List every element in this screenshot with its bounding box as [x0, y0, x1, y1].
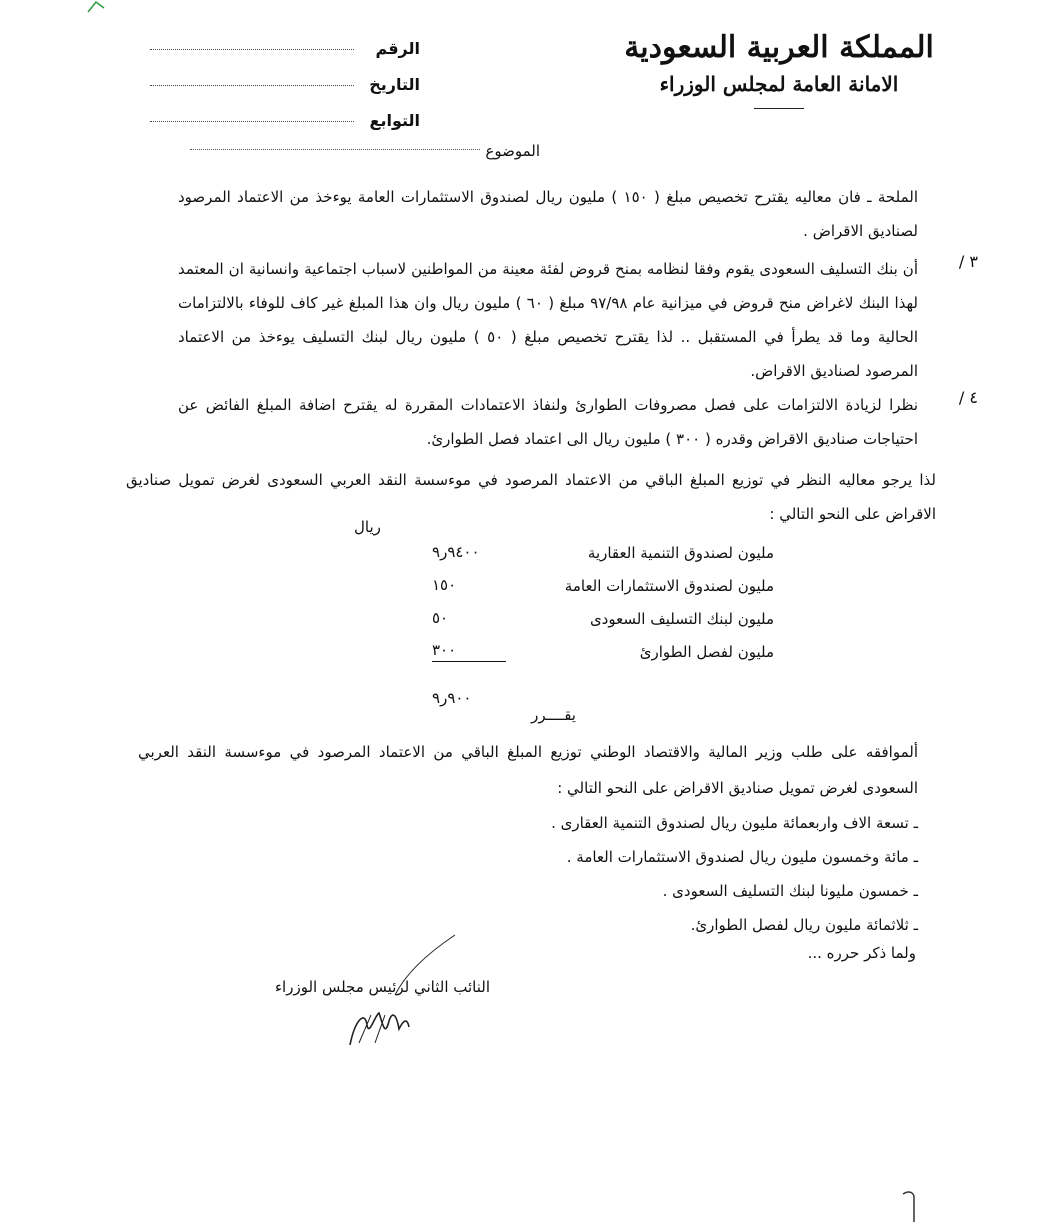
paragraph-text: نظرا لزيادة الالتزامات على فصل مصروفات الطوارئ ولنفاذ الاعتمادات المقررة له يقترح اضافة المبلغ الفائض عن احتياجات صناديق الاقراض وقدره ( ٣٠٠ ) مليون ريال الى اعتماد فصل الطوارئ.: [178, 396, 918, 448]
allocation-row: [354, 635, 774, 668]
corner-check-mark: [86, 0, 106, 14]
subject-field: [190, 142, 540, 160]
decision-items: [298, 806, 918, 942]
field-attachments-line: [150, 121, 354, 122]
paragraph: [178, 252, 978, 388]
closing-line: ولما ذكر حرره ...: [807, 944, 916, 962]
paragraph: [178, 388, 978, 456]
paragraph-number: ٤ /: [958, 388, 978, 407]
document-body: [178, 180, 978, 456]
field-number-label: الرقم: [375, 39, 420, 58]
paragraph-number: ٣ /: [958, 252, 978, 271]
decision-text: ألموافقه على طلب وزير المالية والاقتصاد الوطني توزيع المبلغ الباقي من الاعتماد المرصود في موءسسة النقد العربي السعودى لغرض تمويل صناديق الاقراض على النحو التالي :: [138, 743, 918, 797]
allocation-amount: ١٥٠: [432, 575, 457, 594]
paragraph: [178, 180, 918, 248]
page-corner-mark: [900, 1188, 920, 1223]
letterhead: [614, 28, 944, 109]
decision-item: ـ تسعة الاف واربعمائة مليون ريال لصندوق التنمية العقارى .: [551, 814, 918, 832]
allocation-desc: مليون لبنك التسليف السعودى: [589, 609, 774, 628]
handwritten-signature: [345, 925, 465, 1055]
allocation-desc: مليون لصندوق الاستثمارات العامة: [564, 576, 774, 595]
decision-item: ـ ثلاثمائة مليون ريال لفصل الطوارئ.: [690, 916, 918, 934]
letterhead-country: المملكة العربية السعودية: [624, 30, 934, 65]
allocation-desc: مليون لفصل الطوارئ: [639, 642, 774, 661]
subject-line: [190, 149, 480, 150]
allocation-amount: ٩٤٠٠ر٩: [432, 542, 480, 561]
signatory-title: النائب الثاني لرئيس مجلس الوزراء: [275, 978, 490, 996]
allocation-row: [354, 536, 774, 569]
request-paragraph: لذا يرجو معاليه النظر في توزيع المبلغ الباقي من الاعتماد المرصود في موءسسة النقد العربي السعودى لغرض تمويل صناديق الاقراض على النحو التالي :: [126, 471, 936, 523]
subject-label: الموضوع: [485, 142, 540, 160]
allocation-row: [354, 569, 774, 602]
field-attachments: [150, 94, 420, 130]
decision-heading: يقــــرر: [531, 706, 576, 724]
allocation-amount: ٣٠٠: [432, 641, 506, 662]
letterhead-office: الامانة العامة لمجلس الوزراء: [659, 72, 899, 96]
allocation-currency: ريال: [354, 518, 381, 536]
allocation-amount: ٥٠: [432, 608, 449, 627]
paragraph-text: الملحة ـ فان معاليه يقترح تخصيص مبلغ ( ١٥٠ ) مليون ريال لصندوق الاستثمارات العامة يوءخذ من الاعتماد المرصود لصناديق الاقراض .: [178, 188, 918, 240]
decision-item: ـ خمسون مليونا لبنك التسليف السعودى .: [662, 882, 918, 900]
letterhead-rule: [754, 108, 804, 109]
paragraph-text: أن بنك التسليف السعودى يقوم وفقا لنظامه بمنح قروض لفئة معينة من المواطنين لاسباب اجتماعية وانسانية ان المعتمد لهذا البنك لاغراض منح قروض في ميزانية عام ٩٧/٩٨ مبلغ ( ٦٠ ) مليون ريال وان هذا المبلغ غير كاف للوفاء بالالتزامات الحالية وما قد يطرأ في المستقبل .. لذا يقترح تخصيص مبلغ ( ٥٠ ) مليون ريال لبنك التسليف يوءخذ من الاعتماد المرصود لصناديق الاقراض.: [178, 260, 919, 380]
field-date-label: التاريخ: [369, 75, 420, 94]
field-date-line: [150, 85, 354, 86]
reference-fields: [150, 22, 420, 130]
allocation-row: [354, 602, 774, 635]
allocation-desc: مليون لصندوق التنمية العقارية: [587, 543, 774, 562]
field-number: [150, 22, 420, 58]
field-date: [150, 58, 420, 94]
decision-item: ـ مائة وخمسون مليون ريال لصندوق الاستثمارات العامة .: [566, 848, 918, 866]
allocation-total: ٩٠٠ر٩: [432, 688, 472, 707]
field-number-line: [150, 49, 354, 50]
field-attachments-label: التوابع: [369, 111, 420, 130]
allocation-table: [354, 518, 774, 715]
